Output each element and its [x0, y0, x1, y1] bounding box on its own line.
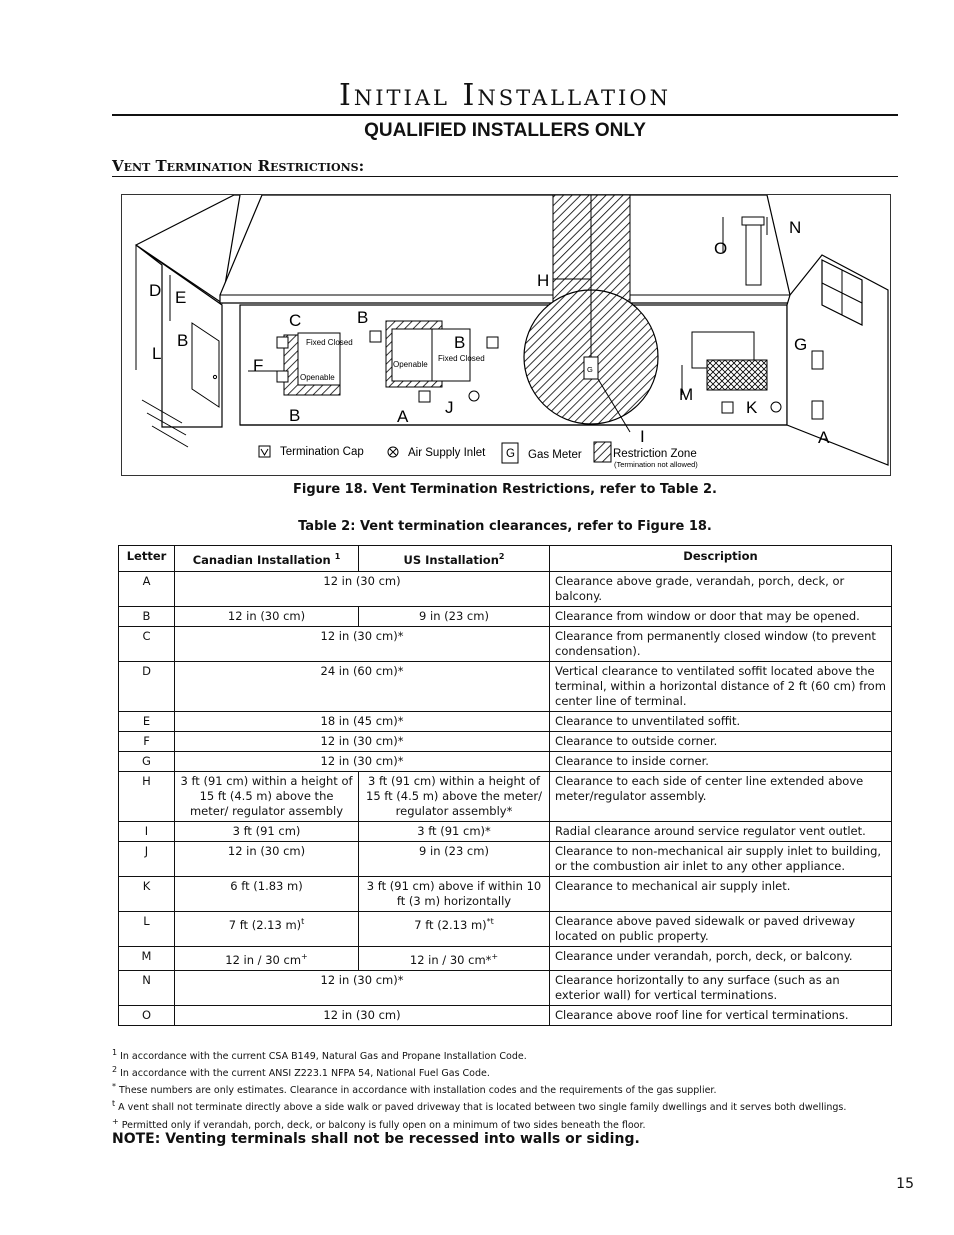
cell-description: Clearance from window or door that may be opened. [550, 606, 892, 626]
cell-clearance: 12 in (30 cm)* [175, 731, 550, 751]
cell-us: 3 ft (91 cm) within a height of 15 ft (4.5 m) above the meter/ regulator assembly* [359, 771, 550, 821]
cell-clearance: 12 in (30 cm)* [175, 626, 550, 661]
cell-us: 3 ft (91 cm)* [359, 821, 550, 841]
cell-clearance: 24 in (60 cm)* [175, 661, 550, 711]
restriction-zone-icon [594, 442, 611, 462]
cell-letter: H [119, 771, 175, 821]
label-h: H [537, 271, 550, 290]
label-o: O [714, 239, 728, 258]
label-g: G [794, 335, 808, 354]
cell-description: Clearance horizontally to any surface (such as an exterior wall) for vertical terminations. [550, 970, 892, 1005]
cell-letter: E [119, 711, 175, 731]
cell-canadian: 6 ft (1.83 m) [175, 876, 359, 911]
legend-restriction-zone: Restriction Zone [613, 448, 697, 460]
cell-letter: D [119, 661, 175, 711]
cell-description: Radial clearance around service regulator vent outlet. [550, 821, 892, 841]
cell-letter: K [119, 876, 175, 911]
table-row [119, 876, 892, 911]
cell-us: 9 in (23 cm) [359, 606, 550, 626]
table-row [119, 731, 892, 751]
label-j: J [445, 398, 454, 417]
table-row [119, 1005, 892, 1025]
legend-air-supply-inlet: Air Supply Inlet [408, 447, 486, 459]
header-letter: Letter [119, 546, 175, 572]
cell-canadian: 3 ft (91 cm) within a height of 15 ft (4.5 m) above the meter/ regulator assembly [175, 771, 359, 821]
table-header-row [119, 546, 892, 572]
table-row [119, 946, 892, 970]
cell-clearance: 12 in (30 cm) [175, 571, 550, 606]
header-us: US Installation$^2$ [359, 546, 550, 572]
table-row [119, 911, 892, 946]
vent-termination-figure [121, 194, 891, 476]
cell-letter: J [119, 841, 175, 876]
cell-description: Clearance under verandah, porch, deck, or balcony. [550, 946, 892, 970]
page-number: 15 [896, 1176, 914, 1192]
cell-description: Clearance from permanently closed window (to prevent condensation). [550, 626, 892, 661]
cell-description: Clearance to outside corner. [550, 731, 892, 751]
cell-description: Clearance to unventilated soffit. [550, 711, 892, 731]
footnote: $^t$ A vent shall not terminate directly above a side walk or paved driveway that is located between two single family dwellings and it serves both dwellings. [112, 1099, 847, 1114]
legend-gas-meter: Gas Meter [528, 449, 582, 461]
table-row [119, 606, 892, 626]
table-row [119, 841, 892, 876]
window2-fixed-label: Fixed Closed [438, 354, 485, 363]
section-rule [112, 176, 898, 177]
cell-letter: G [119, 751, 175, 771]
footnote: $^2$ In accordance with the current ANSI Z223.1 NFPA 54, National Fuel Gas Code. [112, 1065, 490, 1080]
label-i: I [640, 427, 645, 446]
house-diagram [122, 195, 890, 475]
legend-termination-cap: Termination Cap [280, 446, 364, 458]
cell-letter: L [119, 911, 175, 946]
cell-letter: B [119, 606, 175, 626]
table-row [119, 771, 892, 821]
cell-clearance: 18 in (45 cm)* [175, 711, 550, 731]
title-rule [112, 114, 898, 116]
table-row [119, 661, 892, 711]
header-canadian: Canadian Installation $^1$ [175, 546, 359, 572]
cell-us: 12 in / 30 cm*+ [359, 946, 550, 970]
cell-description: Clearance to non-mechanical air supply inlet to building, or the combustion air inlet to any other appliance. [550, 841, 892, 876]
header-description: Description [550, 546, 892, 572]
page-title: Initial Installation [339, 78, 671, 113]
legend-gas-meter-mark: G [506, 448, 515, 460]
label-b-window: B [357, 308, 369, 327]
window2-openable-label: Openable [393, 360, 428, 369]
cell-clearance: 12 in (30 cm) [175, 1005, 550, 1025]
cell-description: Clearance above paved sidewalk or paved driveway located on public property. [550, 911, 892, 946]
cell-canadian: 7 ft (2.13 m)$^t$ [175, 911, 359, 946]
window1-openable-label: Openable [300, 373, 335, 382]
footnote: * These numbers are only estimates. Clearance in accordance with installation codes and the requirements of the gas supplier. [112, 1082, 717, 1097]
table-caption: Table 2: Vent termination clearances, refer to Figure 18. [298, 519, 712, 534]
cell-us: 3 ft (91 cm) above if within 10 ft (3 m) horizontally [359, 876, 550, 911]
footnotes [112, 1046, 898, 1132]
label-f: F [253, 356, 264, 375]
legend-restriction-note: (Termination not allowed) [614, 460, 698, 469]
venting-note: NOTE: Venting terminals shall not be recessed into walls or siding. [112, 1131, 640, 1147]
cell-description: Clearance above roof line for vertical terminations. [550, 1005, 892, 1025]
cell-letter: M [119, 946, 175, 970]
cell-letter: A [119, 571, 175, 606]
cell-clearance: 12 in (30 cm)* [175, 970, 550, 1005]
label-m: M [679, 385, 694, 404]
table-row [119, 751, 892, 771]
label-b-left: B [177, 331, 189, 350]
cell-letter: N [119, 970, 175, 1005]
cell-canadian: 12 in / 30 cm+ [175, 946, 359, 970]
cell-canadian: 12 in (30 cm) [175, 841, 359, 876]
window1-fixed-label: Fixed Closed [306, 338, 353, 347]
cell-letter: C [119, 626, 175, 661]
cell-description: Clearance to inside corner. [550, 751, 892, 771]
label-k: K [746, 398, 758, 417]
label-d: D [149, 281, 162, 300]
clearance-table [118, 545, 892, 1026]
footnote: + Permitted only if verandah, porch, deck, or balcony is fully open on a minimum of two sides beneath the floor. [112, 1116, 646, 1131]
label-n: N [789, 218, 802, 237]
cell-canadian: 12 in (30 cm) [175, 606, 359, 626]
cell-canadian: 3 ft (91 cm) [175, 821, 359, 841]
footnote: $^1$ In accordance with the current CSA B149, Natural Gas and Propane Installation Code. [112, 1048, 527, 1063]
table-row [119, 970, 892, 1005]
table-row [119, 711, 892, 731]
label-c: C [289, 311, 302, 330]
label-b-right: B [454, 333, 466, 352]
gas-meter-mark: G [587, 365, 593, 374]
cell-letter: O [119, 1005, 175, 1025]
cell-us: 9 in (23 cm) [359, 841, 550, 876]
cell-us: 7 ft (2.13 m)$^{*t}$ [359, 911, 550, 946]
table-row [119, 626, 892, 661]
figure-caption: Figure 18. Vent Termination Restrictions, refer to Table 2. [293, 482, 717, 497]
cell-description: Clearance to mechanical air supply inlet. [550, 876, 892, 911]
label-e: E [175, 288, 187, 307]
cell-letter: F [119, 731, 175, 751]
cell-letter: I [119, 821, 175, 841]
label-a-right: A [818, 428, 830, 447]
cell-clearance: 12 in (30 cm)* [175, 751, 550, 771]
section-heading: Vent Termination Restrictions: [112, 157, 365, 175]
cell-description: Clearance above grade, verandah, porch, deck, or balcony. [550, 571, 892, 606]
label-a-center: A [397, 407, 409, 426]
cell-description: Vertical clearance to ventilated soffit located above the terminal, within a horizontal distance of 2 ft (60 cm) from center line of terminal. [550, 661, 892, 711]
label-b-bottom: B [289, 406, 301, 425]
page-subtitle: QUALIFIED INSTALLERS ONLY [364, 120, 646, 141]
table-row [119, 571, 892, 606]
cell-description: Clearance to each side of center line extended above meter/regulator assembly. [550, 771, 892, 821]
label-l: L [152, 344, 162, 363]
table-row [119, 821, 892, 841]
